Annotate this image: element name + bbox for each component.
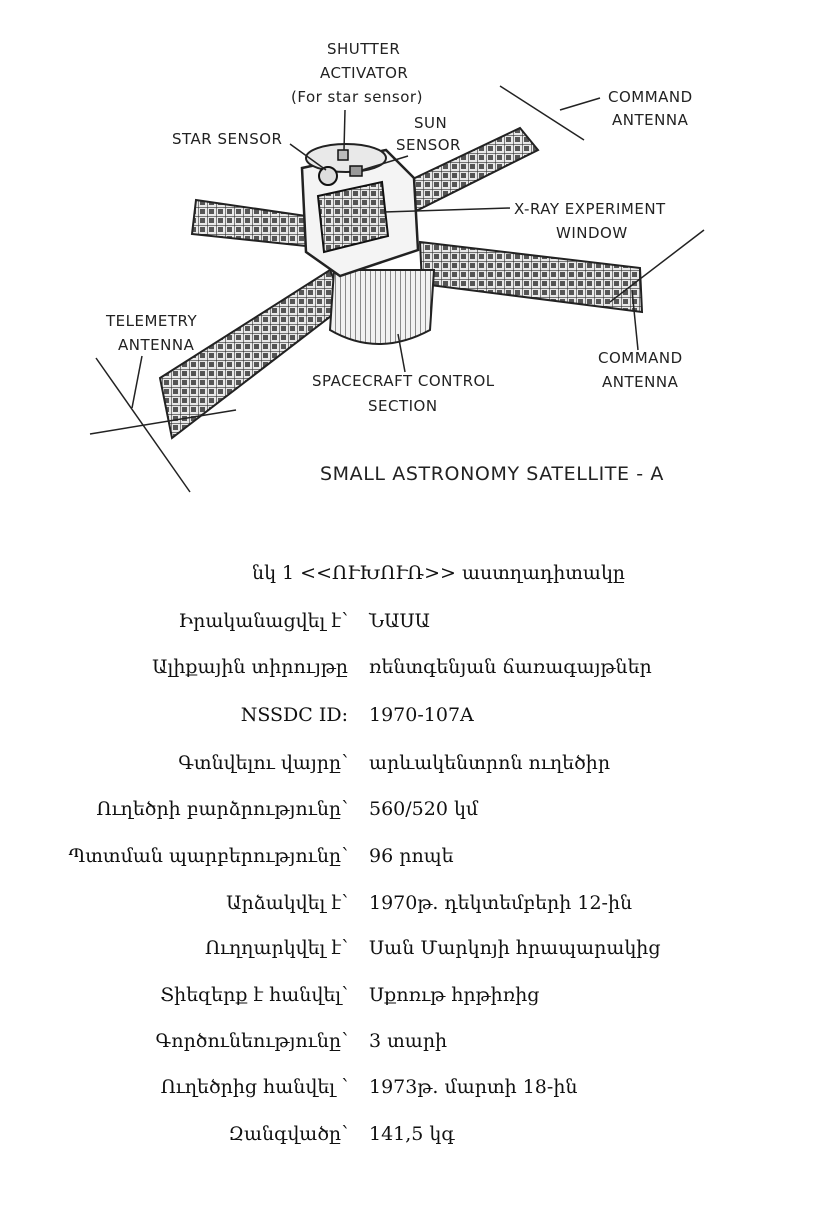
label-sun-sensor-2: SENSOR	[396, 136, 461, 154]
label-shutter-1: SHUTTER	[327, 40, 401, 58]
info-label: Պտտման պարբերությունը՝	[68, 845, 348, 867]
info-value: 1970թ. դեկտեմբերի 12-ին	[369, 892, 633, 914]
info-row	[0, 798, 816, 842]
info-value: ՆԱՍԱ	[369, 610, 431, 632]
info-value: 560/520 կմ	[369, 798, 479, 820]
label-control-1: SPACECRAFT CONTROL	[312, 372, 495, 390]
solar-panel-lower-left	[160, 270, 344, 438]
label-xray-2: WINDOW	[556, 224, 628, 242]
label-command-antenna-top-1: COMMAND	[608, 88, 693, 106]
info-label: Գործունեությունը՝	[155, 1030, 348, 1052]
info-row	[0, 1030, 816, 1074]
info-row	[0, 984, 816, 1028]
label-shutter-3: (For star sensor)	[291, 88, 423, 106]
label-sun-sensor-1: SUN	[414, 114, 448, 132]
info-label: Ուղեծրից հանվել ՝	[160, 1076, 348, 1098]
label-star-sensor: STAR SENSOR	[172, 130, 283, 148]
info-value: 141,5 կգ	[369, 1123, 455, 1145]
shutter-box	[338, 150, 348, 160]
info-row	[0, 656, 816, 700]
info-value: արևակենտրոն ուղեծիր	[369, 752, 611, 774]
info-value: 1973թ. մարտի 18-ին	[369, 1076, 578, 1098]
sun-sensor-box	[350, 166, 362, 176]
info-row	[0, 610, 816, 654]
info-value: Սան Մարկոյի հրապարակից	[369, 937, 661, 959]
star-sensor-lens	[319, 167, 337, 185]
info-label: Արձակվել է՝	[226, 892, 348, 914]
telemetry-antenna-wire-b	[90, 410, 236, 434]
solar-panel-lower-right	[420, 242, 642, 312]
info-label: NSSDC ID:	[240, 704, 348, 726]
info-label: Ուղեծրի բարձրությունը՝	[96, 798, 348, 820]
satellite-diagram	[0, 0, 816, 520]
label-command-antenna-bottom-2: ANTENNA	[602, 373, 679, 391]
info-label: Ալիքային տիրույթը	[152, 656, 348, 678]
info-label: Իրականացվել է՝	[178, 610, 348, 632]
info-row	[0, 1076, 816, 1120]
label-telemetry-1: TELEMETRY	[106, 312, 198, 330]
info-label: Զանգվածը՝	[228, 1123, 348, 1145]
figure-caption: նկ 1 <<ՈՒԽՈՒՌ>> աստղադիտակը	[252, 562, 625, 584]
label-xray-1: X-RAY EXPERIMENT	[514, 200, 666, 218]
info-value: Սքոռւթ հրթիռից	[369, 984, 540, 1006]
info-label: Տիեզերք է հանվել՝	[160, 984, 348, 1006]
info-value: 1970-107A	[369, 704, 474, 726]
info-label: Գտնվելու վայրը՝	[178, 752, 348, 774]
info-row	[0, 937, 816, 981]
solar-panel-upper-left	[192, 200, 306, 246]
label-shutter-2: ACTIVATOR	[320, 64, 409, 82]
figure-title: SMALL ASTRONOMY SATELLITE - A	[320, 463, 664, 485]
info-value: ռենտգենյան ճառագայթներ	[369, 656, 652, 678]
info-value: 3 տարի	[369, 1030, 448, 1052]
info-row	[0, 845, 816, 889]
info-row	[0, 1123, 816, 1167]
info-value: 96 րոպե	[369, 845, 454, 867]
info-row	[0, 752, 816, 796]
info-label: Ուղղարկվել է՝	[204, 937, 348, 959]
label-control-2: SECTION	[368, 397, 438, 415]
control-section-cylinder	[330, 270, 434, 344]
label-command-antenna-bottom-1: COMMAND	[598, 349, 683, 367]
info-row	[0, 892, 816, 936]
label-telemetry-2: ANTENNA	[118, 336, 195, 354]
info-row	[0, 704, 816, 748]
label-command-antenna-top-2: ANTENNA	[612, 111, 689, 129]
